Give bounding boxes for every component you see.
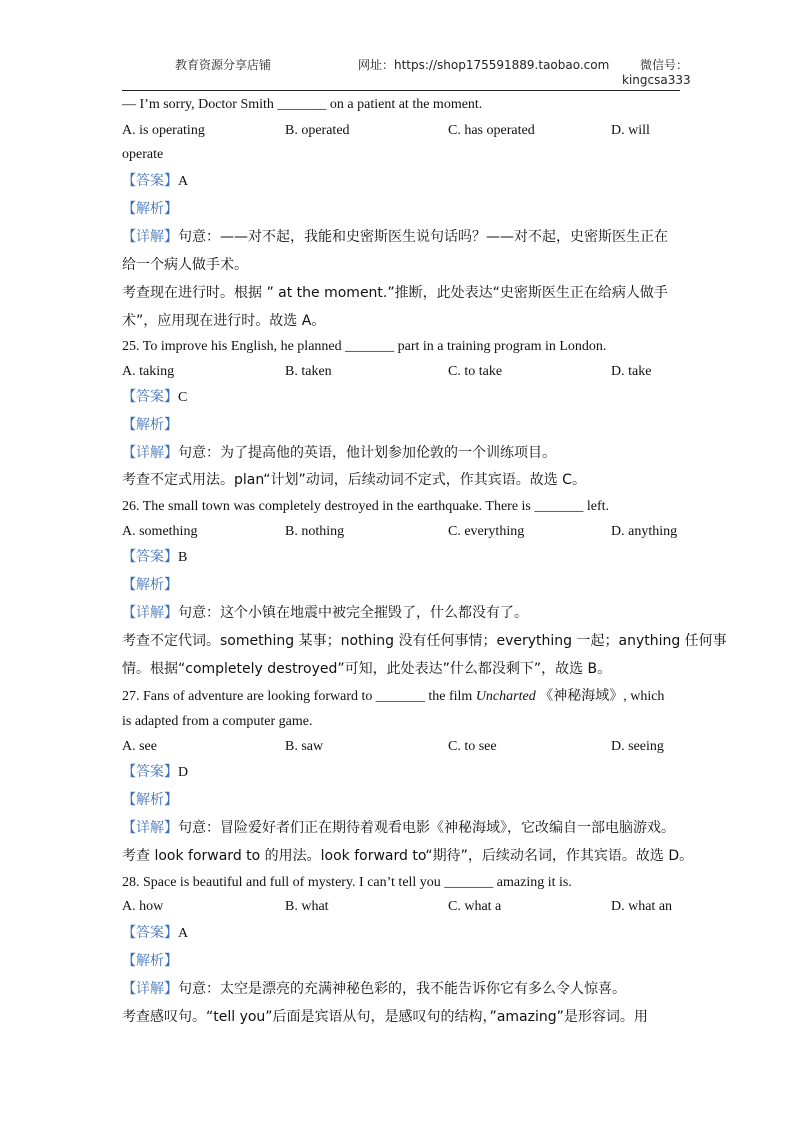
answer-value: B xyxy=(178,550,188,565)
q28-detail-1: 【详解】句意：太空是漂亮的充满神秘色彩的，我不能告诉你它有多么令人惊喜。 xyxy=(122,981,626,997)
answer-tag: 【答案】 xyxy=(122,549,178,565)
q28-option-c: C. what a xyxy=(448,899,502,914)
q25-option-a: A. taking xyxy=(122,364,175,379)
q24-option-a: A. is operating xyxy=(122,123,205,138)
q24-option-b: B. operated xyxy=(285,123,350,138)
q26-option-c: C. everything xyxy=(448,524,525,539)
q25-analysis-tag: 【解析】 xyxy=(122,417,178,433)
q27-option-b: B. saw xyxy=(285,739,324,754)
detail-tag: 【详解】 xyxy=(122,981,178,997)
q27-answer xyxy=(122,763,188,782)
q28-option-d: D. what an xyxy=(611,899,673,914)
q28-analysis-tag: 【解析】 xyxy=(122,953,178,969)
q25-answer xyxy=(122,388,187,407)
q25-option-d: D. take xyxy=(611,364,652,379)
q26-detail-2: 考查不定代词。something 某事；nothing 没有任何事情；everything 一起；anything 任何事 xyxy=(122,633,727,649)
q24-detail-3: 考查现在进行时。根据 ” at the moment.”推断，此处表达“史密斯医生正在给病人做手 xyxy=(122,285,668,301)
q24-stem: — I’m sorry, Doctor Smith _______ on a patient at the moment. xyxy=(122,97,483,112)
answer-tag: 【答案】 xyxy=(122,925,178,941)
q24-detail-4: 术”，应用现在进行时。故选 A。 xyxy=(122,313,326,329)
q25-stem: 25. To improve his English, he planned _______ part in a training program in London. xyxy=(122,339,607,354)
detail-tag: 【详解】 xyxy=(122,445,178,461)
answer-value: D xyxy=(178,765,189,780)
q27-detail-1: 【详解】句意：冒险爱好者们正在期待着观看电影《神秘海域》，它改编自一部电脑游戏。 xyxy=(122,820,675,836)
q27-stem-2: is adapted from a computer game. xyxy=(122,714,313,729)
q24-option-d-wrap: operate xyxy=(122,147,164,162)
answer-value: A xyxy=(178,926,189,941)
q26-detail-1: 【详解】句意：这个小镇在地震中被完全摧毁了，什么都没有了。 xyxy=(122,605,528,621)
q27-option-c: C. to see xyxy=(448,739,497,754)
q27-detail-2: 考查 look forward to 的用法。look forward to“期待”，后续动名词，作其宾语。故选 D。 xyxy=(122,848,694,864)
q26-stem: 26. The small town was completely destroyed in the earthquake. There is _______ left. xyxy=(122,499,610,514)
answer-value: A xyxy=(178,174,189,189)
shop-url: 网址：https://shop175591889.taobao.com xyxy=(358,58,610,72)
q26-analysis-tag: 【解析】 xyxy=(122,577,178,593)
q25-option-b: B. taken xyxy=(285,364,332,379)
film-title: Uncharted xyxy=(475,689,536,704)
detail-tag: 【详解】 xyxy=(122,229,178,245)
q24-answer xyxy=(122,172,188,191)
q26-answer xyxy=(122,548,187,567)
q28-detail-2: 考查感叹句。“tell you”后面是宾语从句，是感叹句的结构，”amazing”是形容词。用 xyxy=(122,1009,648,1025)
wechat-id: kingcsa333 xyxy=(622,73,691,87)
q27-option-a: A. see xyxy=(122,739,157,754)
q28-option-a: A. how xyxy=(122,899,164,914)
q25-option-c: C. to take xyxy=(448,364,503,379)
q25-detail-2: 考查不定式用法。plan“计划”动词，后续动词不定式，作其宾语。故选 C。 xyxy=(122,472,586,488)
detail-tag: 【详解】 xyxy=(122,605,178,621)
answer-tag: 【答案】 xyxy=(122,389,178,405)
answer-tag: 【答案】 xyxy=(122,173,178,189)
answer-tag: 【答案】 xyxy=(122,764,178,780)
q26-option-b: B. nothing xyxy=(285,524,345,539)
q24-detail-2: 给一个病人做手术。 xyxy=(122,257,248,273)
header-divider xyxy=(122,90,680,91)
q28-answer xyxy=(122,924,188,943)
wechat-label: 微信号： xyxy=(640,58,689,72)
q28-option-b: B. what xyxy=(285,899,329,914)
q24-detail-1: 【详解】句意：——对不起，我能和史密斯医生说句话吗？——对不起，史密斯医生正在 xyxy=(122,229,668,245)
q26-detail-3: 情。根据“completely destroyed”可知，此处表达”什么都没剩下”，故选 B。 xyxy=(122,661,612,677)
q27-option-d: D. seeing xyxy=(611,739,664,754)
q27-stem: 27. Fans of adventure are looking forward to _______ the film Uncharted 《神秘海域》, which xyxy=(122,689,665,704)
q28-stem: 28. Space is beautiful and full of mystery. I can’t tell you _______ amazing it is. xyxy=(122,875,572,890)
q24-option-d: D. will xyxy=(611,123,650,138)
shop-name: 教育资源分享店铺 xyxy=(175,58,272,72)
detail-tag: 【详解】 xyxy=(122,820,178,836)
q25-detail-1: 【详解】句意：为了提高他的英语，他计划参加伦敦的一个训练项目。 xyxy=(122,445,556,461)
q27-analysis-tag: 【解析】 xyxy=(122,792,178,808)
q26-option-d: D. anything xyxy=(611,524,678,539)
q24-analysis-tag: 【解析】 xyxy=(122,201,178,217)
q24-option-c: C. has operated xyxy=(448,123,535,138)
q26-option-a: A. something xyxy=(122,524,198,539)
answer-value: C xyxy=(178,390,188,405)
